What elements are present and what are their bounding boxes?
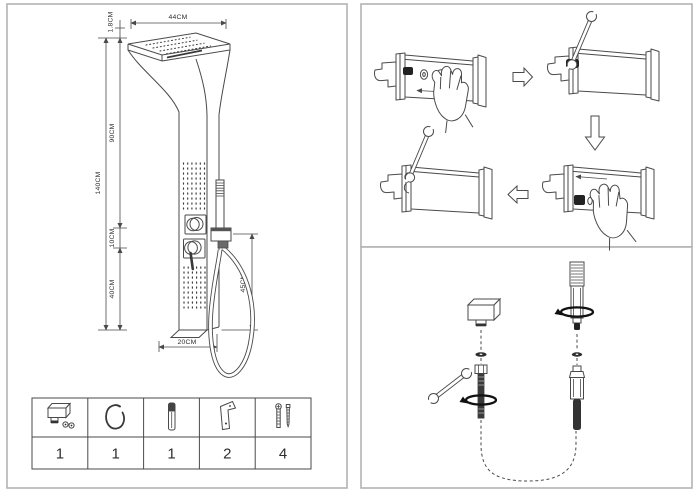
dim-label-hose-drop: 45CM [240,273,247,293]
qty-wand: 1 [167,445,176,463]
hose-segment [573,399,581,430]
hose-nut [218,241,228,248]
dim-label-mixer-spacing: 10CM [109,228,116,248]
mount-bolt [403,67,413,75]
qty-brackets: 2 [223,445,232,463]
assembly-panel-frame [361,247,692,488]
bolt-head [574,195,585,205]
dim-label-total-height: 140CM [95,171,102,195]
diverter-knob [185,215,206,234]
washer [420,70,427,80]
qty-screws: 4 [278,445,288,463]
dim-label-upper-height: 90CM [109,123,116,143]
dim-label-head-thickness: 1.8CM [107,11,115,33]
qty-holder: 1 [55,445,65,463]
dim-label-lower-height: 40CM [109,279,116,299]
qty-hose: 1 [111,445,120,463]
hand-shower-icon [169,403,176,430]
dim-label-head-width: 44CM [168,14,188,21]
dim-label-panel-width: 20CM [177,339,197,346]
hand-shower-wand [216,180,224,228]
